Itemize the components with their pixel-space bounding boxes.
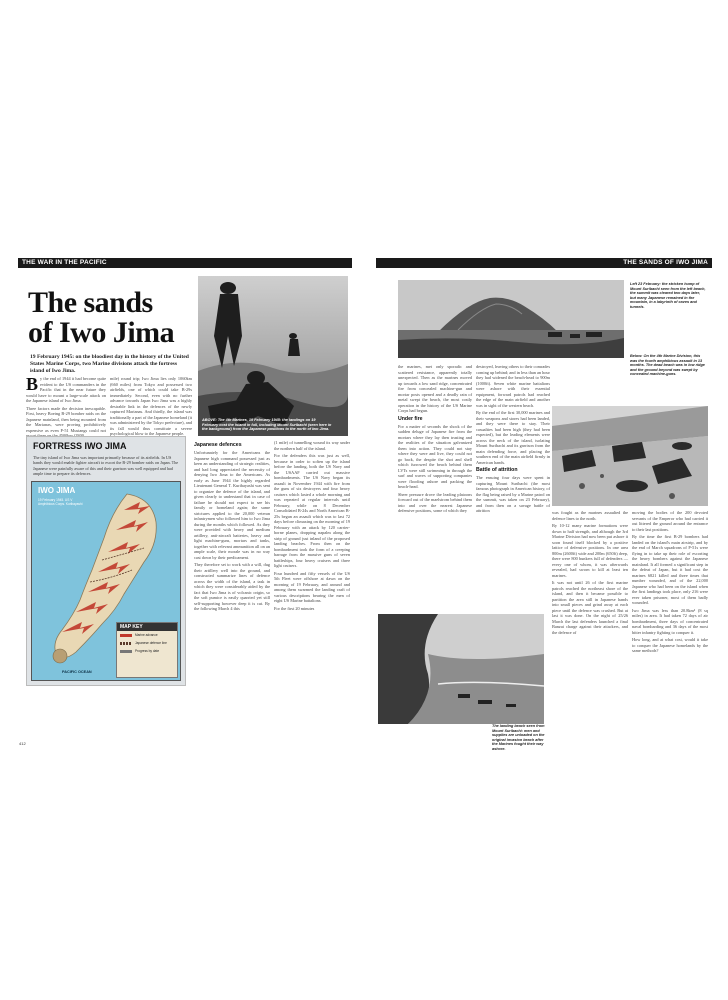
map-key-row	[117, 639, 177, 647]
paragraph: mile) round trip; Iwo Jima lies only 1060km (660 miles) from Tokyo and possessed two airfields, one of which could take B-29s immediately. Second, even with no further advance towards Japan Iwo Jima was a highly desirable link in the defences of the newly captured Marianas. And thirdly, the island was traditionally a part of the Japanese homeland (it was administered by the Tokyo prefecture), and its fall would thus constitute a severe psychological blow to the Japanese people.	[110, 376, 192, 436]
paragraph: How long, and at what cost, would it take to conquer the Japanese homelands by the same methods?	[632, 637, 708, 653]
right-column-2	[476, 364, 550, 610]
body-column-2	[110, 376, 192, 436]
map-key-label: Marine advance	[135, 633, 158, 637]
right-column-3	[552, 510, 628, 742]
body-column-1	[26, 376, 106, 436]
paragraph: By 10-12 many marine formations were down to half strength, and although the 3rd Marine Division had now been put ashore it soon found itself blocked by a positive lattice of defensive positions. In one area 800m (2600ft) wide and 200m (650ft) deep, there were 800 bunkers full of defenders — every one of whom, it was afterwards revealed, had sworn to kill at least ten marines.	[552, 523, 628, 578]
caption-top: Left 23 February: the stricken hump of Mount Suribachi seen from the left beach, the summit was cleared two days later, but many Japanese remained in the mountain, in a labyrinth of caves and tunnels.	[630, 282, 706, 309]
page-number: 412	[19, 741, 26, 746]
title-line-1: The sands	[28, 286, 153, 319]
paragraph: was fought as the marines assaulted the defence lines to the north.	[552, 510, 628, 521]
map-key-label: Progress by date	[135, 649, 160, 653]
arrow-swatch	[120, 634, 132, 637]
article-title	[28, 288, 174, 348]
beach-photo-image	[552, 406, 708, 506]
paragraph: Unfortunately for the Americans the Japanese high command possessed just as keen an understanding of strategic realities, and had long appreciated the necessity of denying Iwo Jima to the Americans. As early as June 1944 the highly regarded Lieutenant General T. Kuribayashi was sent to organize the defence of the island, and given clearly to understand that in case of failure he should not expect to see his family or homeland again; the same strictures applied to the 20,000 veteran infantrymen who followed him to Iwo Jima during the months which followed. As they were provided with heavy and medium artillery, anti-aircraft batteries, heavy and light machine-guns, mortars and tanks, together with relevant ammunition all on an ample scale, their morale was in no way cast down by their predicament.	[194, 450, 270, 560]
map-key-label: Japanese defence line	[135, 641, 167, 645]
marines-photo	[198, 276, 348, 436]
paragraph: y the end of 1944 it had become quite evident to the US commanders in the Pacific that in the near future they would have to mount a large-scale attack on the Japanese island of Iwo Jima.	[26, 376, 106, 403]
suribachi-photo	[398, 280, 624, 358]
right-page	[376, 258, 712, 751]
map-intro-text: The tiny island of Iwo Jima was important primarily because of its airfields. In US hands they would enable fighter aircraft to escort the B-29 bomber raids on Japan. The Japanese were painfully aware of this and their garrison was well equipped and had ample time to prepare its defences.	[33, 455, 179, 477]
map-panel-title: FORTRESS IWO JIMA	[33, 441, 127, 451]
drop-cap: B	[26, 374, 39, 394]
iwo-jima-map	[31, 481, 181, 681]
map-key-title: MAP KEY	[117, 623, 177, 631]
suribachi-photo-image	[398, 280, 624, 358]
line-swatch	[120, 642, 132, 645]
body-column-4	[274, 440, 350, 740]
fortress-map-panel	[26, 436, 186, 686]
right-column-4	[632, 510, 708, 742]
right-column-1	[398, 364, 472, 610]
section-heading: Japanese defences	[194, 442, 242, 448]
section-heading: Under fire	[398, 415, 423, 422]
marines-photo-image	[198, 276, 348, 436]
paragraph: Four hundred and fifty vessels of the US 5th Fleet were offshore at dawn on the morning of 19 February, and around and among them swarmed the landing craft of various descriptions bearing the men of eight US Marine battalions.	[274, 570, 350, 603]
paragraph: (1 mile) of tunnelling wound its way under the northern half of the island.	[274, 440, 350, 451]
photo-caption: ABOVE: The 4th Marines, 19 February 1945: the landings on 19 February cost the island in full, including Mount Suribachi (seen here in the background) from the Japanese positions to the north of Iwo Jima.	[202, 418, 332, 432]
paragraph: Three factors made the decision inescapable. First, heavy Boeing B-29 bomber raids on the Japanese mainland, then being mounted from the Marianas, were proving prohibitively expensive as even P-51 Mustangs could not	[26, 405, 106, 433]
body-column-3	[194, 440, 270, 740]
running-header-left: THE WAR IN THE PACIFIC	[22, 259, 107, 266]
map-ocean-label: PACIFIC OCEAN	[62, 670, 92, 674]
title-line-2: of Iwo Jima	[28, 316, 175, 349]
map-key-row	[117, 631, 177, 639]
beach-photo	[552, 406, 708, 506]
landing-beach-photo-image	[378, 614, 544, 724]
paragraph: Iwo Jima was less than 20.8km² (8 sq miles) in area. It had taken 72 days of air bombardment, three days of concentrated naval bombarding and 36 days of the most bitter infantry fighting to conquer it.	[632, 607, 708, 635]
paragraph: For the defenders this was just as well, because in order to soften up the island before the landing, both the US Navy and the USAAF carried out massive bombardments. The US Navy began its assault in November 1944 with fire from the guns of six destroyers and four heavy cruisers which lasted a whole morning and was repeated at regular intervals until February, while on 8 December Consolidated B-24s and North American B-25s began an assault which was to last 72 days before climaxing on the morning of 19 February with an attack by 120 carrier-borne planes, dropping napalm along the strip of ground just inland of the proposed landing beaches. From then on the bombardment took the form of a creeping barrage from the massive guns of seven battleships, four heavy cruisers and three light cruisers.	[274, 453, 350, 568]
running-header-right: THE SANDS OF IWO JIMA	[623, 259, 708, 266]
paragraph: For a matter of seconds the shock of the sudden deluge of Japanese fire from the mortars where they lay then trusting and the realities of the situation galvanized them into action. They could not stay where they were and live, they could not go back, the despite the shot and shell which furrowed the beach behind them LVTs were still swimming in through the surf and waves of supporting companies were flooding ashore and packing the beach-head.	[398, 423, 472, 489]
landing-beach-photo	[378, 614, 544, 724]
map-key	[116, 622, 178, 678]
paragraph: moving the bodies of the 200 devoted servants of the Emperor who had carried it out littered the ground around the entrance to their last positions.	[632, 510, 708, 532]
left-page	[18, 258, 352, 748]
section-heading: Battle of attrition	[476, 467, 518, 473]
paragraph: Sheer pressure drove the leading platoons forward out of the maelstrom behind them into and over the nearest Japanese defensive positions, some of which they	[398, 491, 472, 513]
map-key-row	[117, 647, 177, 655]
paragraph: For the first 20 minutes	[274, 605, 315, 611]
caption-bottom: The landing beach seen from Mount Suribachi: men and supplies are unloaded on the original invasion beach after the Marines fought their way ashore.	[492, 724, 545, 751]
paragraph: the marines, met only sporadic and scattered resistance, apparently totally unexpected. Then as the marines moved up towards a low sand ridge, concentrated fire from concealed machine-gun and mortar posts opened and a deadly rain of metal swept the beach, the most costly operation in the history of the US Marine Corps had begun.	[398, 364, 472, 413]
paragraph: By the end of the first 30,000 marines and their weapons and stores had been landed, and they were there to stay. Their casualties had been high (they had been expected), but the leading elements were across the neck of the island, isolating Mount Suribachi and its garrison from the main defending force, and placing the southern end of the main airfield firmly in American hands.	[476, 410, 550, 465]
paragraph: destroyed, leaving others to their comrades coming up behind; and in less than an hour they had widened the beach-head to 900m (1000ft). Seven white marine battalions were ashore with their essential equipment, forward patrols had reached the edge of the main airfield and another was in sight of the western beach.	[476, 364, 550, 408]
paragraph: It was not until 26 of the first marine patrols reached the northeast shore of the island, and then it became possible to partition the area still in Japanese hands into small pieces and grind away at each piece until the defence was crushed. But at last it was done. On the night of 25/26 March the last defenders launched a final Banzai charge against their attackers, and the defence of	[552, 580, 628, 635]
paragraph: By the time the first B-29 bombers had landed on the island's main airstrip, and by the end of March squadrons of P-51s were flying in to take up their role of escorting the heavy bombers against the Japanese mainland. It all formed a significant step in the defeat of Japan, but it had cost the marines 6821 killed and three times that number wounded, and of the 22,000 Japanese who had been on the island when the first landings took place, only 216 were ever taken prisoner, most of them badly wounded.	[632, 534, 708, 605]
standfirst: 19 February 1945: on the bloodiest day in the history of the United States Marine Corps, two Marine divisions attack the fortress island of Iwo Jima.	[30, 354, 189, 374]
map-subtitle: 19 February 1945. US V Amphibious Corps. Kuribayashi	[38, 498, 83, 506]
caption-middle: Below: On the 4th Marine Division, this was the fourth amphibious assault in 13 months. The dead beach was in low ridge and the ground beyond was swept by concealed machine-guns.	[630, 354, 705, 377]
paragraph: They therefore set to work with a will, dug their artillery well into the ground, and constructed summarize lines of defence across the width of the island, a task in which they were considerably aided by the fact that Iwo Jima is of volcanic origin, so the soft pumice is easily quarried yet still self-supporting however deep it is cut. By the following March 4 this	[194, 562, 270, 611]
map-label-iwo-jima: IWO JIMA	[38, 486, 76, 495]
paragraph: The ensuing four days were spent in capturing Mount Suribachi (the most famous photograph in American history, of the flag being raised by a Marine patrol on the summit, was taken on 23 February), and from then on a savage battle of attrition	[476, 475, 550, 513]
progress-swatch	[120, 650, 132, 653]
